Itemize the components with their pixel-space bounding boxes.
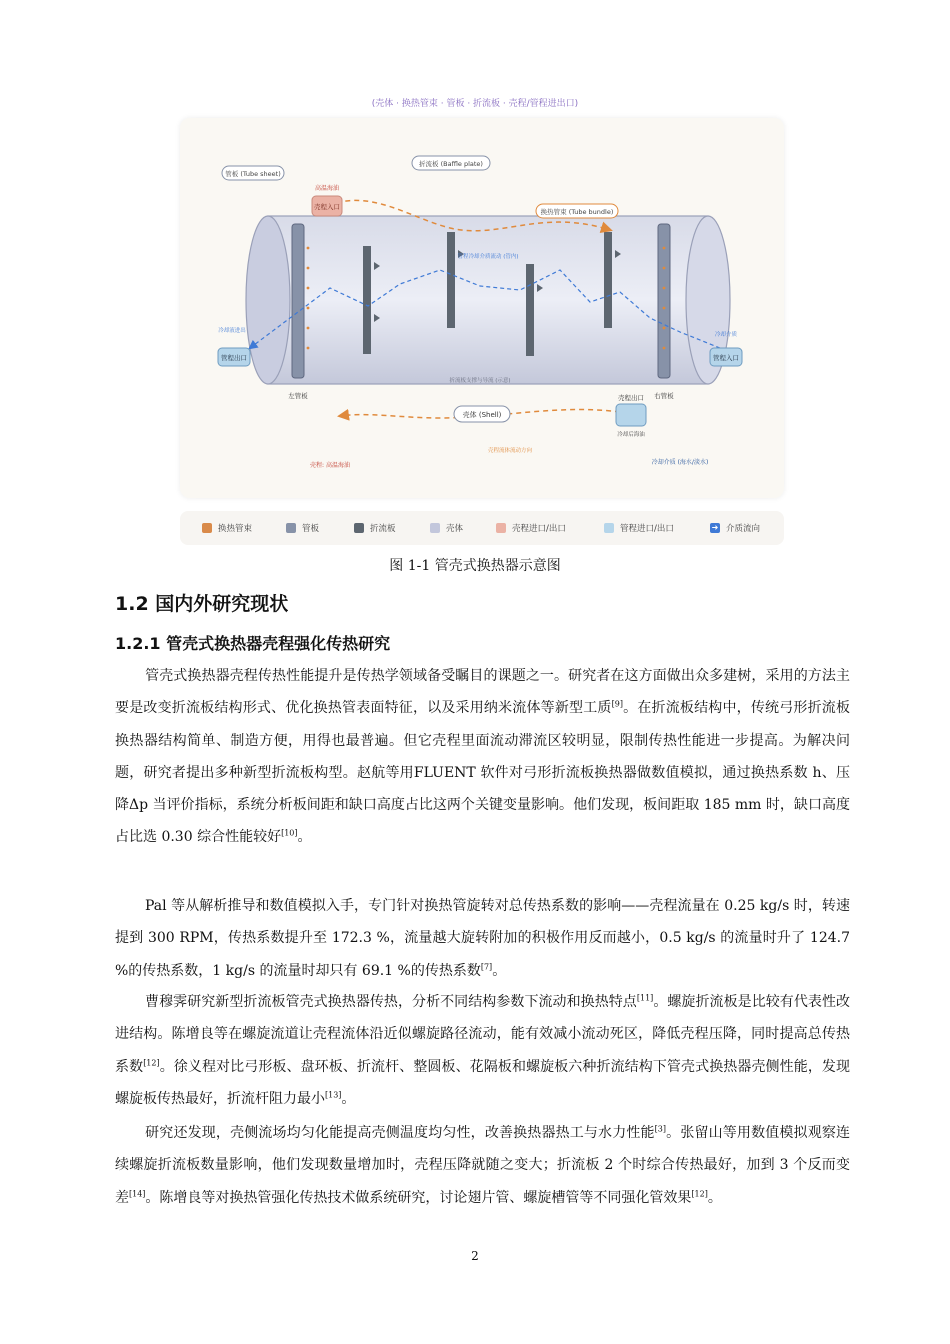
shell-outlet-nozzle (616, 404, 646, 426)
flow-note-mid: 折流板支撑与导流 (示意) (449, 378, 511, 384)
section-heading: 1.2 国内外研究现状 (115, 593, 289, 615)
para-text: 。 (707, 1189, 722, 1206)
legend-label: 换热管束 (218, 524, 253, 534)
right-sheet-label: 右管板 (654, 392, 674, 400)
legend-label: 壳程进口/出口 (512, 524, 566, 534)
citation: [13] (325, 1090, 342, 1100)
citation: [7] (480, 961, 493, 971)
right-note: 冷却介质 (714, 332, 738, 338)
baffle-tag: 折流板 (Baffle plate) (419, 160, 483, 168)
arrow-right-icon: ➜ (711, 523, 719, 532)
paragraph-1 (115, 660, 850, 854)
citation: [3] (654, 1124, 667, 1134)
citation: [14] (129, 1188, 146, 1198)
legend-item (604, 520, 674, 536)
citation: [12] (143, 1057, 160, 1067)
para-text: 。 (297, 829, 312, 846)
shell-body (268, 216, 708, 384)
para-text: 。徐义程对比弓形板、盘环板、折流杆、整圆板、花隔板和螺旋板六种折流结构下管壳式换热器壳侧性能，发现螺旋板传热最好，折流杆阻力最小 (115, 1058, 851, 1107)
paragraph-3 (115, 986, 850, 1115)
swatch-tube-port (604, 523, 614, 533)
bottom-left-note: 壳程: 高温海油 (310, 462, 350, 469)
legend-item (202, 520, 252, 536)
page-number: 2 (471, 1249, 479, 1263)
subsection-heading: 1.2.1 管壳式换热器壳程强化传热研究 (115, 634, 391, 653)
figure-top-caption: (壳体 · 换热管束 · 管板 · 折流板 · 壳程/管程进出口) (371, 99, 579, 109)
figure-caption: 图 1-1 管壳式换热器示意图 (389, 558, 561, 574)
paragraph-2 (115, 890, 850, 987)
flow-note-bottom: 壳程流体流动方向 (487, 448, 533, 454)
baffle-3 (526, 264, 534, 356)
shell-outlet-note: 冷却后海油 (617, 432, 645, 438)
baffle-4 (604, 232, 612, 328)
para-text: 。在折流板结构中，传统弓形折流板换热器结构简单、制造方便，用得也最普遍。但它壳程里面流动滞流区较明显，限制传热性能进一步提高。为解决问题，研究者提出多种新型折流板构型。赵航等用FLUENT 软件对弓形折流板换热器做数值模拟，通过换热系数 h、压降Δp 当评价指标，系统分析板间距和缺口高度占比这两个关键变量影响。他们发现，板间距取 185 mm 时，缺口高度占比选 0.30 综合性能较好 (115, 700, 850, 846)
bottom-right-note: 冷却介质 (海水/淡水) (651, 459, 709, 466)
para-text: 曹穆霁研究新型折流板管壳式换热器传热，分析不同结构参数下流动和换热特点 (145, 994, 637, 1010)
legend-item (430, 520, 463, 536)
citation: [11] (636, 993, 654, 1003)
baffle-1 (363, 246, 371, 354)
left-note: 冷却液进出 (218, 328, 246, 334)
legend-label: 管程进口/出口 (620, 524, 674, 534)
heat-exchanger-figure (180, 118, 784, 498)
heat-exchanger-diagram (180, 118, 784, 498)
flow-note-top: 管程冷却介质流动 (管内) (457, 254, 519, 260)
citation: [12] (691, 1188, 708, 1198)
tube-sheet-tag: 管板 (Tube sheet) (225, 170, 281, 178)
tube-outlet-label: 管程出口 (221, 354, 247, 362)
swatch-shell (430, 523, 440, 533)
left-sheet-label: 左管板 (288, 392, 308, 400)
legend-label: 折流板 (370, 524, 396, 534)
figure-legend (180, 511, 784, 545)
shell-inlet-label: 壳程入口 (314, 203, 340, 211)
tube-inlet-label: 管程入口 (713, 354, 739, 362)
shell-label: 壳体 (Shell) (462, 411, 502, 419)
tube-bundle-tag: 换热管束 (Tube bundle) (540, 208, 614, 216)
swatch-baffle (354, 523, 364, 533)
para-text: 。 (492, 962, 507, 979)
legend-item (496, 520, 566, 536)
paragraph-4 (115, 1117, 850, 1214)
legend-label: 壳体 (446, 524, 464, 534)
legend-item (354, 520, 396, 536)
citation: [10] (281, 828, 298, 838)
shell-left-cap (246, 216, 290, 384)
left-tube-sheet (292, 224, 304, 378)
legend-item (286, 520, 319, 536)
para-text: 研究还发现，壳侧流场均匀化能提高壳侧温度均匀性，改善换热器热工与水力性能 (145, 1125, 655, 1141)
para-text: 管壳式换热器壳程传热性能提升是传热学领域备受瞩目的课题之一。研究者在这方面做出众多建树，采用的方法主要是改变折流板结构形式、优化换热管表面特征，以及采用纳米流体等新型工质 (115, 668, 850, 717)
legend-label: 管板 (302, 524, 320, 534)
para-text: 。螺旋折流板是比较有代表性改进结构。陈增良等在螺旋流道让壳程流体沿近似螺旋路径流动，能有效减小流动死区，降低壳程压降，同时提高总传热系数 (115, 994, 851, 1075)
swatch-tube-sheet (286, 523, 296, 533)
shell-inlet-note: 高温海油 (314, 185, 340, 192)
swatch-shell-port (496, 523, 506, 533)
baffle-2 (447, 232, 455, 328)
para-text: 。 (341, 1090, 356, 1107)
para-text: Pal 等从解析推导和数值模拟入手，专门针对换热管旋转对总传热系数的影响——壳程流量在 0.25 kg/s 时，转速提到 300 RPM，传热系数提升至 172.3 %，流量越大旋转附加的积极作用反而越小，0.5 kg/s 的流量时升了 124.7 %的传热系数，1 kg/s 的流量时却只有 69.1 %的传热系数 (115, 898, 850, 979)
citation: [9] (611, 699, 623, 709)
shell-outlet-label: 壳程出口 (618, 394, 644, 402)
para-text: 。陈增良等对换热管强化传热技术做系统研究，讨论翅片管、螺旋槽管等不同强化管效果 (145, 1189, 692, 1206)
legend-label: 介质流向 (726, 524, 761, 534)
swatch-tube-bundle (202, 523, 212, 533)
para-text: 。张留山等用数值模拟观察连续螺旋折流板数量影响，他们发现数量增加时，壳程压降就随之变大；折流板 2 个时综合传热最好，加到 3 个反而变差 (115, 1125, 851, 1206)
legend-item (710, 520, 760, 536)
